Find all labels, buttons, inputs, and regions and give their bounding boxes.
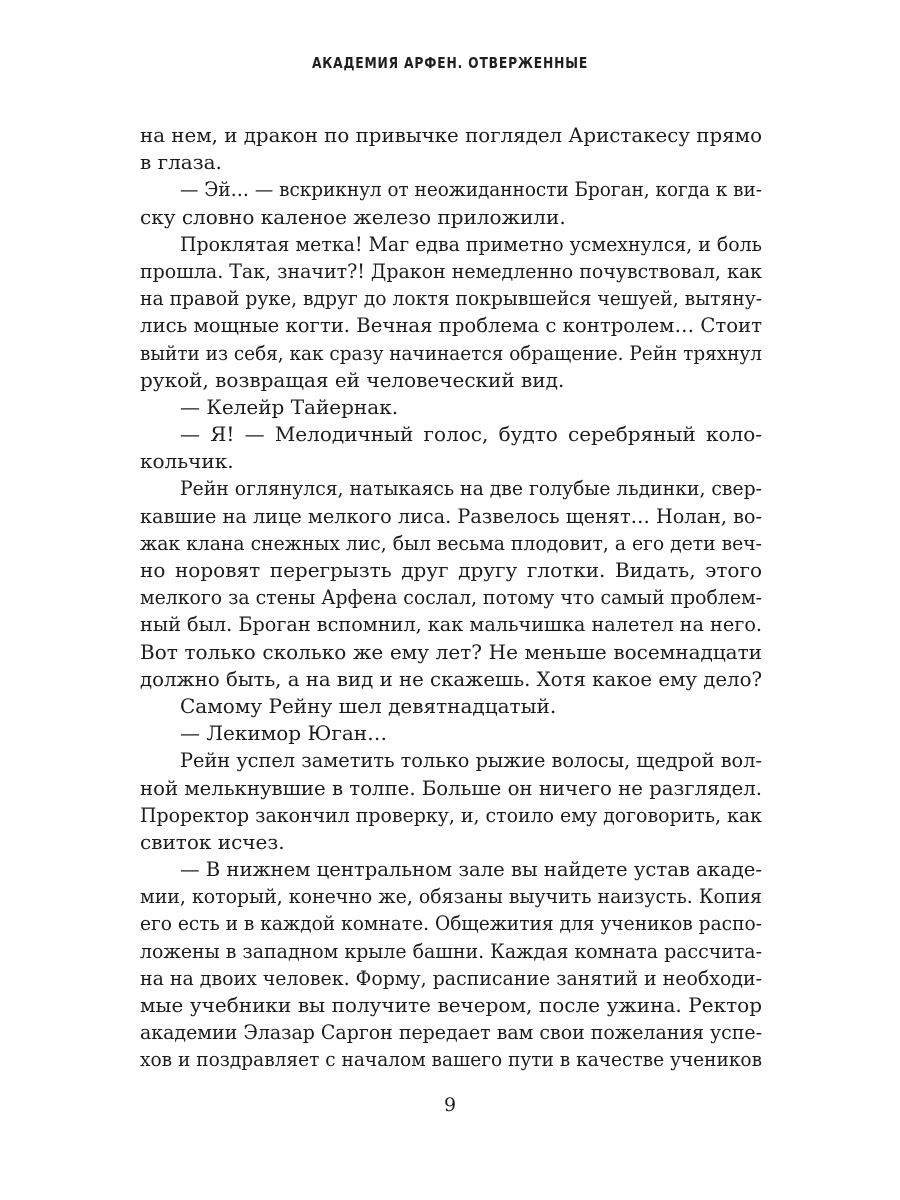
text-line: — Келейр Тайернак. <box>180 394 399 419</box>
text-line: мые учебники вы получите вечером, после ужина. Ректор <box>140 993 762 1017</box>
text-line: свиток исчез. <box>140 829 285 854</box>
text-line: выйти из себя, как сразу начинается обращение. Рейн тряхнул <box>140 340 762 365</box>
text-line: ный был. Броган вспомнил, как мальчишка налетел на него. <box>140 612 763 637</box>
text-line: — В нижнем центральном зале вы найдете устав акаде- <box>180 857 762 882</box>
text-line: Проректор закончил проверку, и, стоило ему договорить, как <box>140 802 762 827</box>
text-line: ной мелькнувшие в толпе. Больше он ничего не разглядел. <box>140 775 763 800</box>
text-line: в глаза. <box>140 150 222 175</box>
body-text <box>140 122 762 1074</box>
text-line: мелкого за стены Арфена сослал, потому что самый проблем- <box>140 585 762 610</box>
text-line: рукой, возвращая ей человеческий вид. <box>140 367 565 392</box>
text-line: Самому Рейну шел девятнадцатый. <box>180 693 557 718</box>
text-line: — Эй… — вскрикнул от неожиданности Броган, когда к ви- <box>180 177 763 202</box>
text-line: Рейн оглянулся, натыкаясь на две голубые льдинки, свер- <box>180 476 762 501</box>
text-line: хов и поздравляет с началом вашего пути в качестве учеников <box>140 1047 763 1072</box>
text-line: Проклятая метка! Маг едва приметно усмехнулся, и боль <box>180 231 762 256</box>
text-line: прошла. Так, значит?! Дракон немедленно почувствовал, как <box>140 258 762 283</box>
text-line: Рейн успел заметить только рыжие волосы, щедрой вол- <box>180 748 763 773</box>
text-line: ску словно каленое железо приложили. <box>140 204 566 229</box>
text-line: жак клана снежных лис, был весьма плодовит, а его дети веч- <box>140 530 763 555</box>
text-line: мии, который, конечно же, обязаны выучить наизусть. Копия <box>140 884 762 909</box>
text-line: — Лекимор Юган… <box>180 721 388 746</box>
text-line: ложены в западном крыле башни. Каждая комната рассчита- <box>140 938 763 963</box>
text-line: должно быть, а на вид и не скажешь. Хотя какое ему дело? <box>140 666 763 691</box>
page-number: 9 <box>443 1094 457 1116</box>
text-line: на нем, и дракон по привычке поглядел Аристакесу прямо <box>140 123 763 147</box>
text-line: кавшие на лице мелкого лиса. Развелось щенят… Нолан, во- <box>140 503 762 528</box>
text-line: на на двоих человек. Форму, расписание занятий и необходи- <box>140 965 762 990</box>
text-line: академии Элазар Саргон передает вам свои пожелания успе- <box>140 1020 762 1045</box>
text-line: кольчик. <box>140 449 234 474</box>
text-line: но норовят перегрызть друг другу глотки. Видать, этого <box>140 558 762 582</box>
text-line: Вот только сколько же ему лет? Не меньше восемнадцати <box>140 639 762 664</box>
text-line: лись мощные когти. Вечная проблема с контролем… Стоит <box>140 313 763 338</box>
text-line: — Я! — Мелодичный голос, будто серебряный коло- <box>180 422 762 447</box>
running-header: АКАДЕМИЯ АРФЕН. ОТВЕРЖЕННЫЕ <box>311 54 589 72</box>
text-line: на правой руке, вдруг до локтя покрывшейся чешуей, вытяну- <box>140 286 763 311</box>
text-line: его есть и в каждой комнате. Общежития для учеников распо- <box>140 911 762 936</box>
